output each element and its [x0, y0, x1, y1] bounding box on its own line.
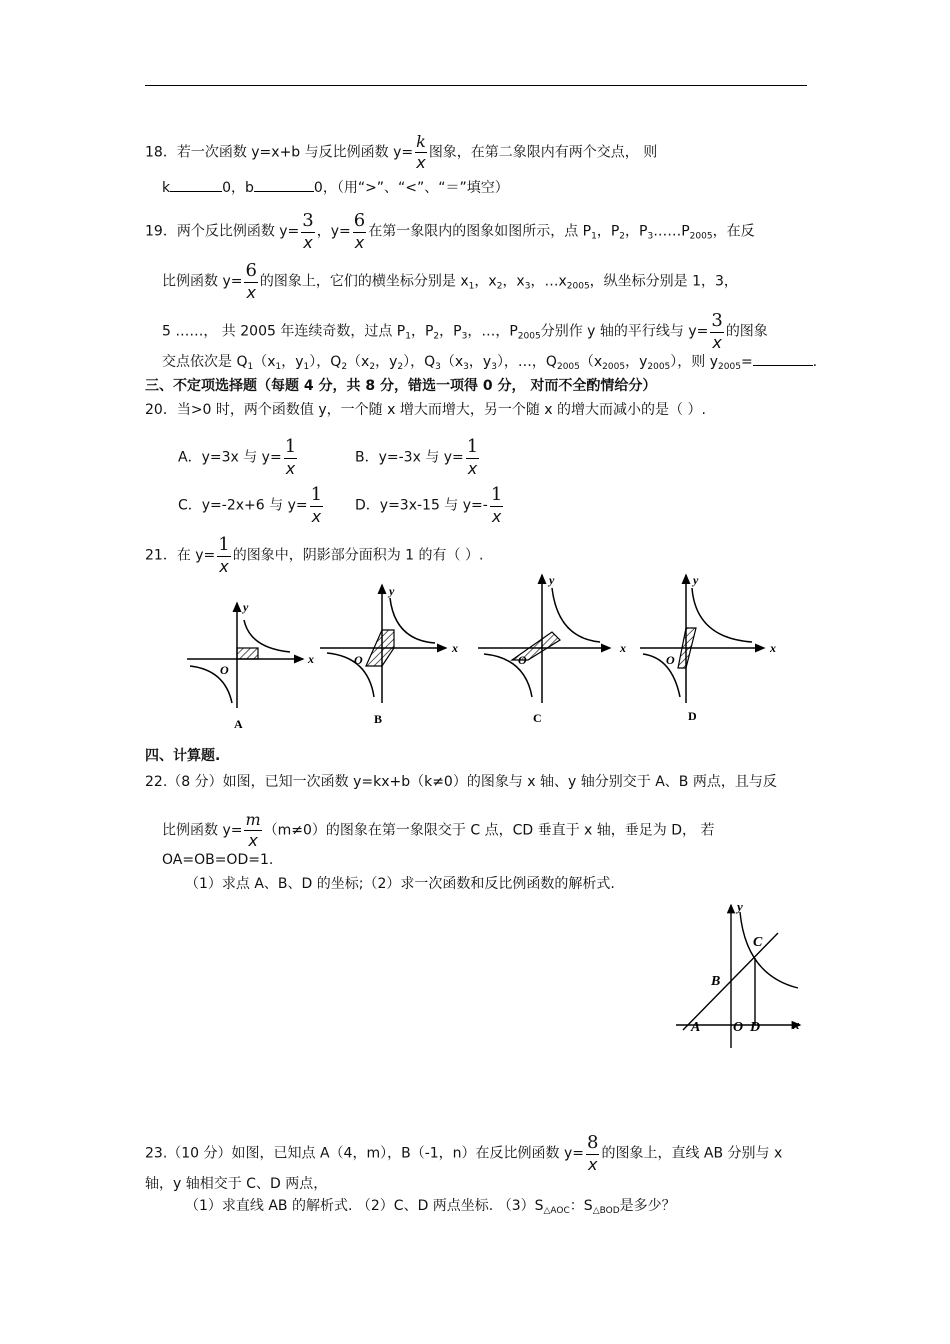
- sub: 3: [524, 281, 531, 292]
- frac-den: x: [246, 283, 256, 302]
- frac-num: 1: [284, 436, 297, 457]
- origin-label: O: [354, 653, 363, 667]
- frac-num: 8: [587, 1132, 599, 1153]
- sub: 2005: [689, 231, 713, 242]
- t: 21．在 y=: [145, 547, 216, 564]
- sub: 2: [341, 362, 348, 372]
- q22-line1: 22.（8 分）如图，已知一次函数 y=kx+b（k≠0）的图象与 x 轴、y 轴分别交于 A、B 两点，且与反: [145, 774, 777, 790]
- frac-den: x: [248, 831, 258, 850]
- sub: 2005: [517, 331, 541, 342]
- q18-k: k: [162, 180, 171, 196]
- t: （1）求直线 AB 的解析式. （2）C、D 两点坐标. （3）S: [185, 1198, 544, 1214]
- graph-b[interactable]: [320, 584, 458, 726]
- shaded-region: [237, 648, 258, 659]
- t: ），…，Q: [496, 354, 557, 370]
- q19-l2a: 比例函数 y=: [162, 273, 243, 290]
- frac-den: x: [354, 233, 365, 252]
- origin-label: O: [666, 653, 675, 667]
- t: ），则 y: [670, 354, 719, 370]
- t: ，y: [375, 354, 398, 370]
- frac-num: m: [245, 810, 261, 829]
- section-3-heading: 三、不定项选择题（每题 4 分，共 8 分，错选一项得 0 分， 对而不全酌情给分）: [145, 378, 657, 394]
- frac-den: x: [416, 153, 426, 172]
- graph-label-b: B: [374, 712, 383, 726]
- q19-l3a: 5 ……， 共 2005 年连续奇数，过点 P: [162, 323, 406, 340]
- t: 比例函数 y=: [162, 822, 243, 839]
- q19-c2: ，P: [625, 223, 648, 240]
- q22-line3: OA=OB=OD=1.: [162, 852, 274, 868]
- t: 23.（10 分）如图，已知点 A（4，m），B（-1，n）在反比例函数 y=: [145, 1145, 585, 1162]
- frac-num: 1: [466, 436, 479, 457]
- sub: 2005: [647, 362, 671, 372]
- q19-cx2: ，x: [474, 273, 497, 290]
- q19-tail: ，在反: [712, 223, 755, 240]
- sub: 2005: [556, 362, 580, 372]
- q19-l2d: ，纵坐标分别是 1，3，: [589, 273, 738, 290]
- t: 的图象上，直线 AB 分别与 x: [601, 1145, 783, 1162]
- sub: 1: [468, 281, 475, 292]
- t: （x: [253, 354, 276, 370]
- hyperbola: [740, 912, 798, 988]
- q19-l3b: ，P: [410, 323, 434, 340]
- hyperbola-q1: [552, 588, 600, 642]
- sub: 2: [496, 281, 503, 292]
- sub: 3: [461, 331, 468, 342]
- sub: △BOD: [592, 1206, 620, 1216]
- frac-den: x: [588, 1155, 598, 1174]
- t: （x: [440, 354, 464, 370]
- point-c-label: C: [753, 935, 763, 950]
- y-label: y: [549, 573, 555, 587]
- q23-line2: 轴，y 轴相交于 C、D 两点，: [145, 1176, 328, 1192]
- opt-text: A．y=3x 与 y=: [178, 449, 282, 466]
- frac-den: x: [311, 507, 322, 526]
- opt-text: D．y=3x-15 与 y=-: [355, 497, 488, 514]
- y-label: y: [243, 600, 249, 614]
- sub: 2005: [566, 281, 590, 292]
- x-label: x: [308, 652, 314, 666]
- t: （m≠0）的图象在第一象限交于 C 点，CD 垂直于 x 轴，垂足为 D， 若: [263, 822, 715, 839]
- frac-num: 6: [353, 210, 366, 231]
- t: ），Q: [403, 354, 436, 370]
- sub: 1: [247, 362, 254, 372]
- q18-b: 0，b: [222, 180, 254, 196]
- t: ，y: [468, 354, 492, 370]
- sub: 3: [435, 362, 441, 372]
- sub: 3: [491, 362, 497, 372]
- sub: 3: [647, 231, 654, 242]
- t: =: [740, 354, 753, 370]
- hyperbola-q1: [244, 620, 290, 652]
- frac-num: 1: [490, 484, 503, 505]
- frac-den: x: [491, 507, 502, 526]
- q22-line4: （1）求点 A、B、D 的坐标;（2）求一次函数和反比例函数的解析式.: [185, 876, 615, 892]
- frac-num: k: [416, 132, 426, 151]
- q19-l3d: ，…，P: [467, 323, 518, 340]
- y-label: y: [389, 584, 395, 598]
- q19-l2c: ，…x: [530, 273, 567, 290]
- frac-den: x: [285, 459, 296, 478]
- frac-den: x: [303, 233, 313, 252]
- q19-l3c: ，P: [439, 323, 462, 340]
- frac-num: 3: [302, 210, 314, 231]
- sub: 2005: [602, 362, 626, 372]
- hyperbola-q1: [390, 598, 435, 643]
- hyperbola-q1: [692, 588, 752, 642]
- y-label: y: [693, 573, 699, 587]
- hyperbola-q3: [327, 653, 374, 697]
- sub: 1: [275, 362, 282, 372]
- q22-frac: [244, 812, 261, 849]
- section-4-heading: 四、计算题.: [145, 748, 221, 764]
- t: ），Q: [309, 354, 342, 370]
- frac-den: x: [712, 333, 722, 352]
- t: （x: [347, 354, 370, 370]
- x-label: x: [620, 641, 626, 655]
- sub: 1: [591, 231, 597, 242]
- q19-sep: ，y=: [316, 223, 351, 240]
- graph-a[interactable]: [187, 600, 314, 731]
- t: 是多少？: [619, 1198, 676, 1214]
- sub: 3: [463, 362, 469, 372]
- q18-text: 18．若一次函数 y=x+b 与反比例函数 y=: [145, 144, 414, 161]
- q19-text-a: 19．两个反比例函数 y=: [145, 223, 300, 240]
- point-a-label: A: [691, 1020, 701, 1035]
- frac-den: x: [219, 557, 229, 576]
- frac-num: 6: [245, 260, 257, 281]
- point-o-label: O: [733, 1020, 744, 1035]
- q20-stem: 20．当>0 时，两个函数值 y，一个随 x 增大而增大，另一个随 x 的增大而减小的是（ ）.: [145, 402, 706, 418]
- q23-line3: [185, 1196, 676, 1221]
- sub: 2: [433, 331, 440, 342]
- q18-instr: 0，（用“>”、“<”、“＝”填空）: [313, 180, 509, 196]
- opt-text: C．y=-2x+6 与 y=: [178, 497, 308, 514]
- frac-num: 1: [310, 484, 323, 505]
- origin-label: O: [518, 653, 527, 667]
- q19-cx3: ，x: [502, 273, 525, 290]
- sub: 1: [405, 331, 411, 342]
- graph-c[interactable]: [478, 573, 626, 725]
- x-label: x: [793, 1017, 800, 1032]
- sub: 2: [619, 231, 626, 242]
- q22-figure: [676, 899, 800, 1048]
- t: 交点依次是 Q: [162, 354, 248, 370]
- t: ：S: [569, 1198, 593, 1214]
- q19-text-b: 在第一象限内的图象如图所示，点 P: [368, 223, 592, 240]
- q23-line1: [145, 1134, 782, 1173]
- graph-label-c: C: [533, 711, 542, 725]
- q23-frac: [586, 1134, 599, 1173]
- t: ，y: [281, 354, 304, 370]
- sub: △AOC: [543, 1206, 570, 1216]
- q18-text-rest: 图象，在第二象限内有两个交点， 则: [428, 144, 658, 161]
- frac-num: 3: [711, 310, 723, 331]
- t: .: [812, 354, 818, 370]
- y-label: y: [737, 899, 743, 914]
- sub: 1: [303, 362, 310, 372]
- t: ，y: [625, 354, 648, 370]
- opt-text: B．y=-3x 与 y=: [355, 449, 464, 466]
- q22-line2: [162, 812, 714, 849]
- sub: 2005: [718, 362, 741, 372]
- graph-label-d: D: [688, 709, 697, 723]
- q19-c1: ，P: [596, 223, 620, 240]
- q19-l2b: 的图象上，它们的横坐标分别是 x: [259, 273, 469, 290]
- graph-d[interactable]: [640, 573, 776, 723]
- q19-l3e: 分别作 y 轴的平行线与 y=: [540, 323, 709, 340]
- x-label: x: [452, 641, 458, 655]
- frac-den: x: [467, 459, 478, 478]
- point-b-label: B: [711, 974, 721, 989]
- q19-dots: ……P: [653, 223, 690, 240]
- frac-num: 1: [218, 534, 230, 555]
- x-label: x: [770, 641, 776, 655]
- sub: 2: [369, 362, 376, 372]
- origin-label: O: [220, 663, 229, 677]
- t: （x: [579, 354, 603, 370]
- sub: 2: [397, 362, 404, 372]
- t: 的图象中，阴影部分面积为 1 的有（ ）.: [232, 547, 484, 564]
- q19-l3f: 的图象: [725, 323, 768, 340]
- point-d-label: D: [750, 1020, 761, 1035]
- graph-label-a: A: [234, 717, 243, 731]
